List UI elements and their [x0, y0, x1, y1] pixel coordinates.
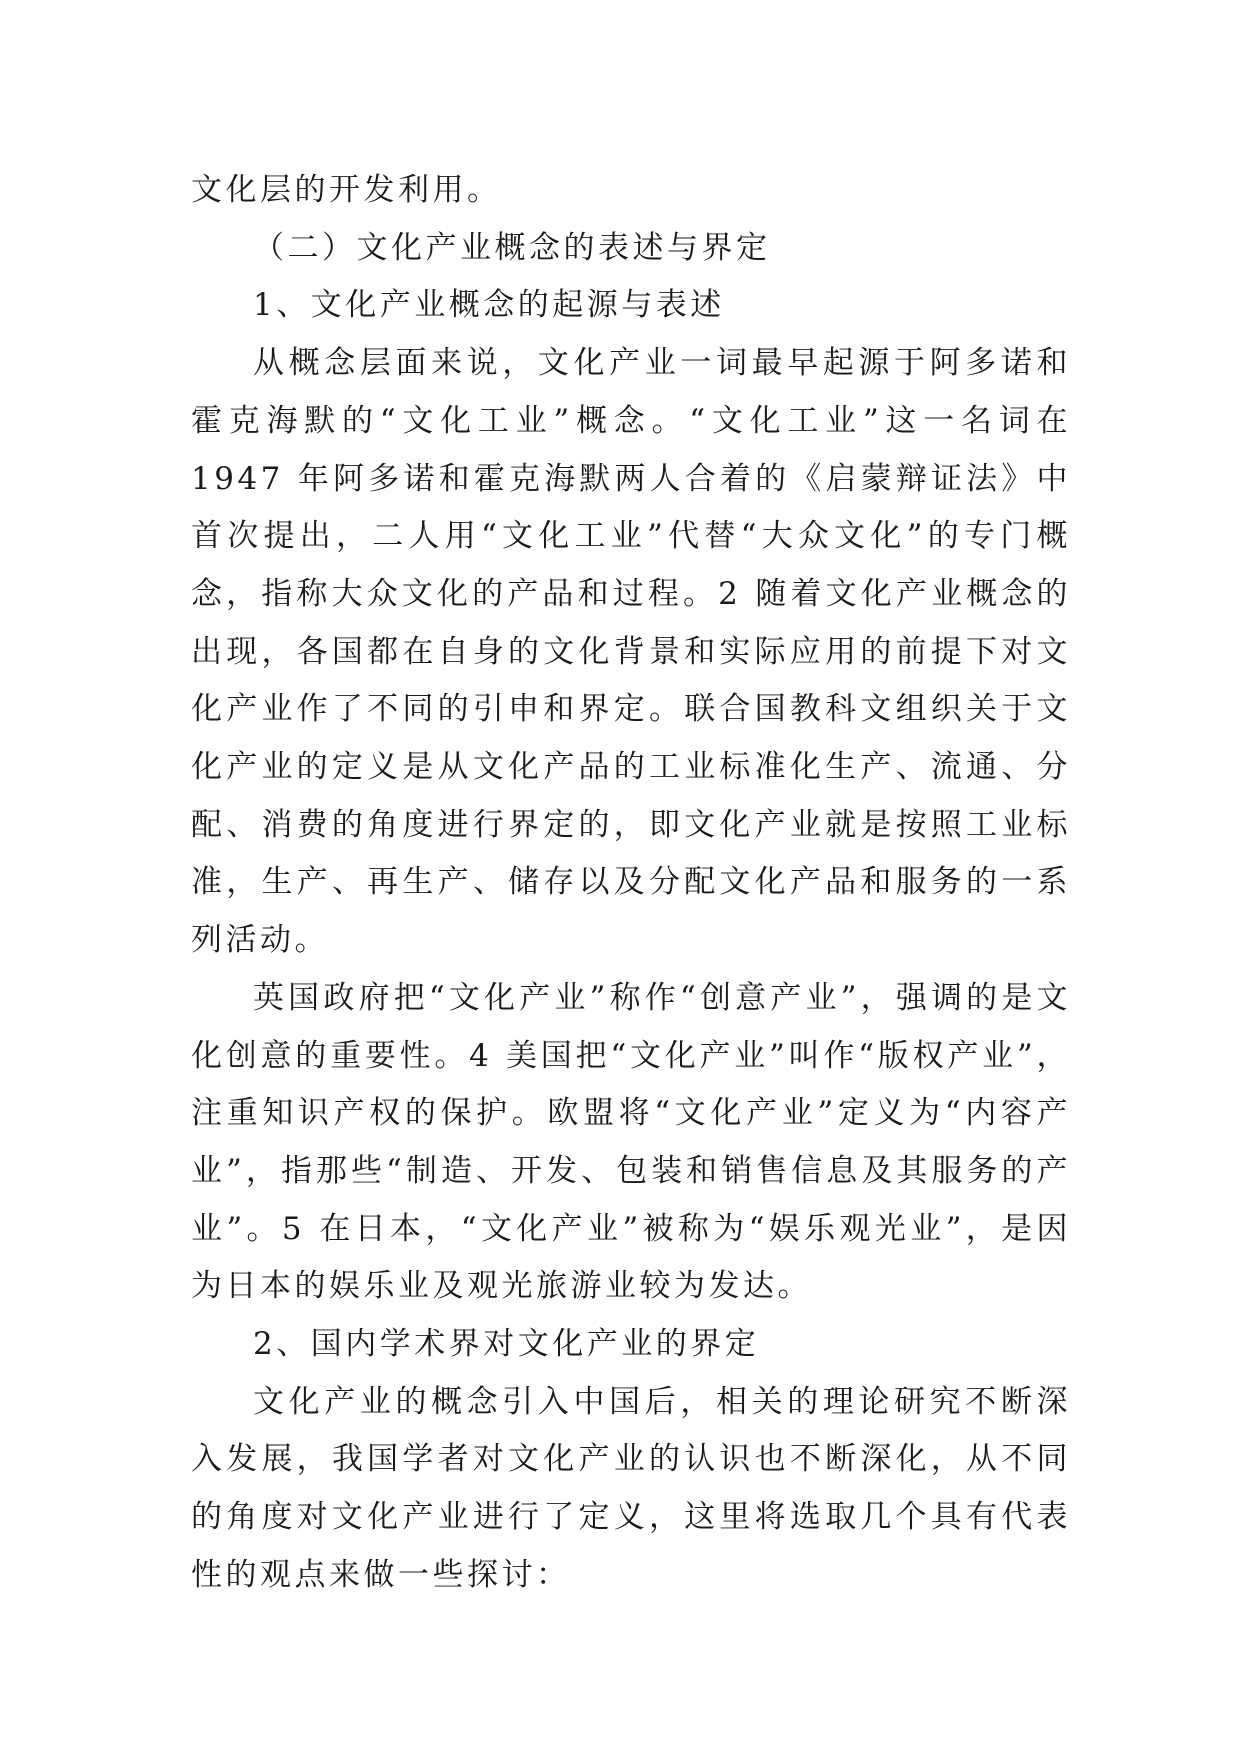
subsection-heading-1: 1、文化产业概念的起源与表述 [253, 287, 725, 324]
paragraph-concept-origin: 从概念层面来说，文化产业一词最早起源于阿多诺和霍克海默的“文化工业”概念。“文化工业”这一名词在 1947 年阿多诺和霍克海默两人合着的《启蒙辩证法》中首次提出，二人用“文化工业”代替“大众文化”的专门概念，指称大众文化的产品和过程。2 随着文化产业概念的出现，各国都在自身的文化背景和实际应用的前提下对文化产业作了不同的引申和界定。联合国教科文组织关于文化产业的定义是从文化产品的工业标准化生产、流通、分配、消费的角度进行界定的，即文化产业就是按照工业标准，生产、再生产、储存以及分配文化产品和服务的一系列活动。 [191, 345, 1071, 959]
paragraph-country-definitions: 英国政府把“文化产业”称作“创意产业”，强调的是文化创意的重要性。4 美国把“文化产业”叫作“版权产业”，注重知识产权的保护。欧盟将“文化产业”定义为“内容产业”，指那些“制造、开发、包装和销售信息及其服务的产业”。5 在日本，“文化产业”被称为“娱乐观光业”，是因为日本的娱乐业及观光旅游业较为发达。 [191, 979, 1071, 1305]
document-body [191, 162, 1071, 1605]
paragraph-continuation: 文化层的开发利用。 [191, 172, 502, 208]
section-heading: （二）文化产业概念的表述与界定 [253, 229, 771, 266]
subsection-heading-2: 2、国内学术界对文化产业的界定 [253, 1326, 760, 1363]
paragraph-domestic-views: 文化产业的概念引入中国后，相关的理论研究不断深入发展，我国学者对文化产业的认识也不断深化，从不同的角度对文化产业进行了定义，这里将选取几个具有代表性的观点来做一些探讨： [191, 1383, 1071, 1593]
